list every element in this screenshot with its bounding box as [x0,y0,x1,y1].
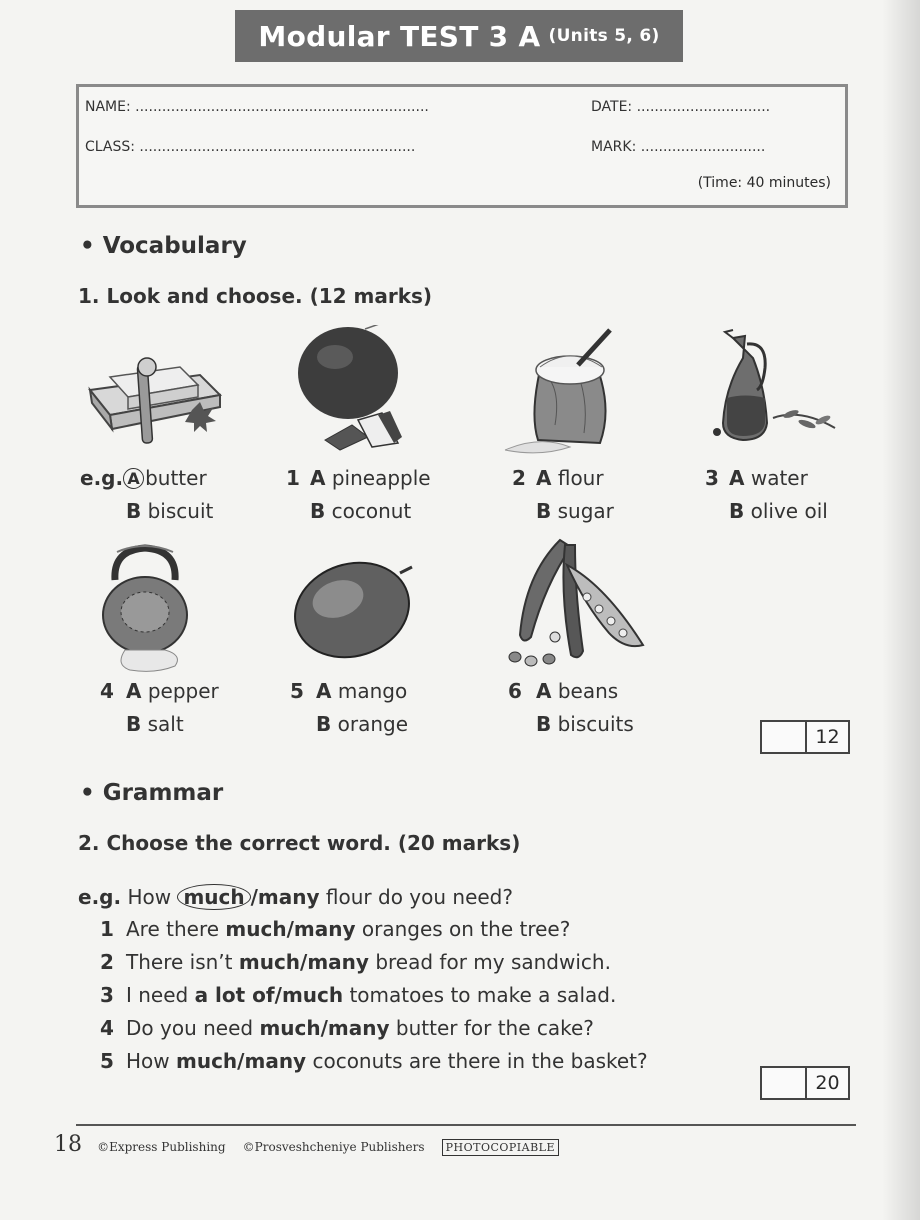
name-field: NAME: .................................................................. [85,99,429,115]
vocab-item-3-option-a: water [750,466,808,490]
test-title-units: (Units 5, 6) [548,26,660,46]
mango-icon [290,555,420,665]
photocopiable-badge: PHOTOCOPIABLE [442,1139,559,1156]
grammar-item-3: 3 I need a lot of/much tomatoes to make a salad. [100,983,617,1007]
vocab-item-2-option-a: flour [557,466,604,490]
circled-answer-icon: A [123,468,144,489]
vocab-item-6: 6 A beans B biscuits [508,679,634,736]
grammar-example: e.g. How much /many flour do you need? [78,885,513,909]
grammar-item-2-option-2[interactable]: many [307,950,369,974]
vocab-example: e.g. A butter B biscuit [80,462,213,528]
salt-shaker-icon [95,540,195,675]
student-info-box [76,84,848,208]
vocabulary-score-box[interactable] [760,720,850,754]
vocab-example-option-b: biscuit [147,499,214,523]
date-field: DATE: .............................. [591,99,771,115]
vocab-item-6-option-b: biscuits [557,712,634,736]
test-title-main: Modular TEST 3 A [258,19,541,53]
grammar-heading: • Grammar [80,780,224,806]
page-footer [54,1132,559,1157]
publisher-1: ©Express Publishing [97,1140,226,1154]
vocab-item-1-option-b: coconut [331,499,412,523]
vocab-item-1: 1 A pineapple B coconut [286,466,431,523]
page-number: 18 [54,1132,82,1157]
time-limit: (Time: 40 minutes) [697,175,831,191]
vocab-example-num: e.g. [80,466,124,490]
grammar-score-box[interactable] [760,1066,850,1100]
vocab-item-4-option-a: pepper [147,679,219,703]
vocab-item-3-option-b: olive oil [750,499,828,523]
circled-answer-icon: much [177,884,250,910]
butter-icon [80,345,230,450]
grammar-item-3-option-2[interactable]: much [281,983,344,1007]
test-title [235,10,683,62]
vocab-item-2-option-b: sugar [557,499,614,523]
grammar-item-1-option-1[interactable]: much [225,917,287,941]
vocab-item-6-option-a: beans [557,679,619,703]
footer-divider [76,1124,856,1126]
grammar-item-5-option-1[interactable]: much [176,1049,238,1073]
vocab-item-5: 5 A mango B orange [290,679,408,736]
grammar-max-score: 20 [815,1072,840,1094]
mark-field: MARK: ............................ [591,139,766,155]
grammar-item-5-option-2[interactable]: many [244,1049,307,1073]
grammar-score-input[interactable] [762,1068,807,1098]
vocab-item-5-option-b: orange [337,712,408,736]
vocab-item-4: 4 A pepper B salt [100,679,219,736]
flour-sack-icon [500,325,635,460]
grammar-item-1-option-2[interactable]: many [293,917,356,941]
vocabulary-score-input[interactable] [762,722,807,752]
grammar-item-3-option-1[interactable]: a lot of [194,983,275,1007]
olive-oil-jug-icon [695,328,840,448]
coconut-icon [290,325,420,455]
beans-icon [505,535,650,670]
vocab-item-3: 3 A water B olive oil [705,466,828,523]
grammar-item-4: 4 Do you need much/many butter for the cake? [100,1016,594,1040]
vocab-item-1-option-a: pineapple [331,466,431,490]
vocabulary-heading: • Vocabulary [80,233,247,259]
vocab-item-4-option-b: salt [147,712,184,736]
grammar-item-5: 5 How much/many coconuts are there in the basket? [100,1049,648,1073]
grammar-item-1: 1 Are there much/many oranges on the tree? [100,917,571,941]
grammar-item-2-option-1[interactable]: much [238,950,301,974]
vocab-example-option-a: butter [145,466,207,490]
page-edge-shadow [882,0,920,1220]
vocab-item-2: 2 A flour B sugar [512,466,614,523]
grammar-item-2: 2 There isn’t much/many bread for my sandwich. [100,950,611,974]
vocabulary-task: 1. Look and choose. (12 marks) [78,284,433,308]
grammar-task: 2. Choose the correct word. (20 marks) [78,831,521,855]
vocab-item-5-option-a: mango [337,679,408,703]
publisher-2: ©Prosveshcheniye Publishers [242,1140,425,1154]
vocabulary-max-score: 12 [815,726,840,748]
grammar-item-4-option-2[interactable]: many [327,1016,390,1040]
grammar-item-4-option-1[interactable]: much [259,1016,321,1040]
class-field: CLASS: .............................................................. [85,139,416,155]
